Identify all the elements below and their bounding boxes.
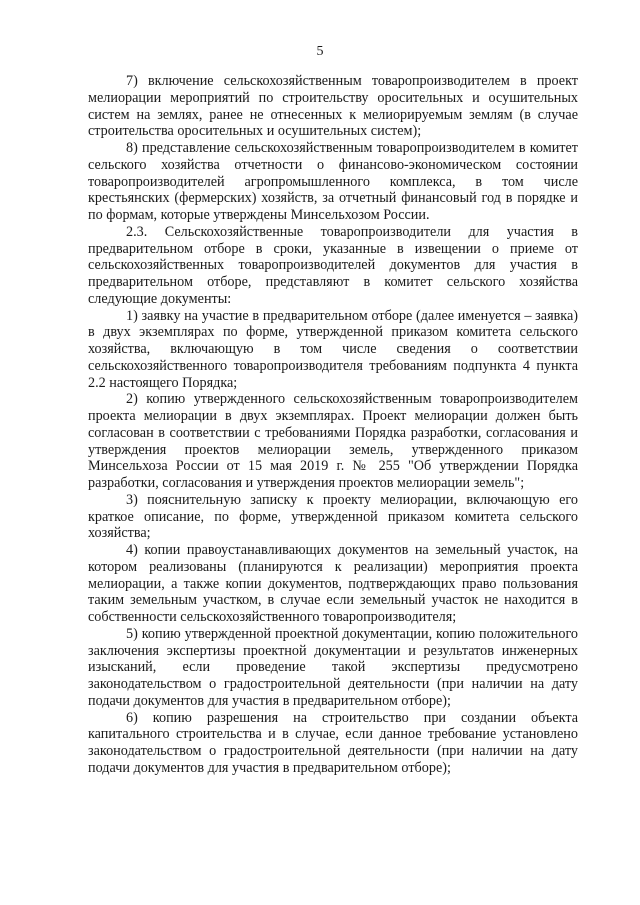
- paragraph-document-3: 3) пояснительную записку к проекту мелиорации, включающую его краткое описание, по форме, утвержденной приказом комитета сельского хозяйства;: [88, 491, 578, 542]
- page-number: 5: [316, 44, 324, 59]
- paragraph-item-8: 8) представление сельскохозяйственным товаропроизводителем в комитет сельского хозяйства отчетности о финансово-экономическом состоянии товаропроизводителей агропромышленного комплекса, в том числе крестьянских (фермерских) хозяйств, за отчетный финансовый год в порядке и по формам, которые утверждены Минсельхозом России.: [88, 140, 578, 223]
- paragraph-section-2-3: 2.3. Сельскохозяйственные товаропроизводители для участия в предварительном отборе в сроки, указанные в извещении о приеме от сельскохозяйственных товаропроизводителей документов для участия в предварительном отборе, представляют в комитет сельского хозяйства следующие документы:: [88, 223, 578, 307]
- paragraph-document-2: 2) копию утвержденного сельскохозяйственным товаропроизводителем проекта мелиорации в двух экземплярах. Проект мелиорации должен быть согласован в соответствии с требованиями Порядка разработки, согласования и утверждения проектов мелиорации земель, утвержденного приказом Минсельхоза России от 15 мая 2019 г. № 255 "Об утверждении Порядка разработки, согласования и утверждения проектов мелиорации земель";: [88, 391, 578, 491]
- paragraph-document-4: 4) копии правоустанавливающих документов на земельный участок, на котором реализованы (планируются к реализации) мероприятия проекта мелиорации, а также копии документов, подтверждающих право пользования таким земельным участком, в случае если земельный участок не находится в собственности сельскохозяйственного товаропроизводителя;: [88, 542, 578, 625]
- paragraph-document-5: 5) копию утвержденной проектной документации, копию положительного заключения экспертизы проектной документации и результатов инженерных изысканий, если проведение такой экспертизы предусмотрено законодательством о градостроительной деятельности (при наличии на дату подачи документов для участия в предварительном отборе);: [88, 625, 578, 709]
- document-body: [88, 73, 578, 777]
- paragraph-item-7: 7) включение сельскохозяйственным товаропроизводителем в проект мелиорации мероприятий по строительству оросительных и осушительных систем на землях, ранее не отнесенных к мелиорируемым землям (в случае строительства оросительных и осушительных систем);: [88, 73, 578, 140]
- paragraph-document-6: 6) копию разрешения на строительство при создании объекта капитального строительства и в случае, если данное требование установлено законодательством о градостроительной деятельности (при наличии на дату подачи документов для участия в предварительном отборе);: [88, 709, 578, 776]
- paragraph-document-1: 1) заявку на участие в предварительном отборе (далее именуется – заявка) в двух экземплярах по форме, утвержденной приказом комитета сельского хозяйства, включающую в том числе сведения о соответствии сельскохозяйственного товаропроизводителя требованиям подпункта 4 пункта 2.2 настоящего Порядка;: [88, 307, 578, 391]
